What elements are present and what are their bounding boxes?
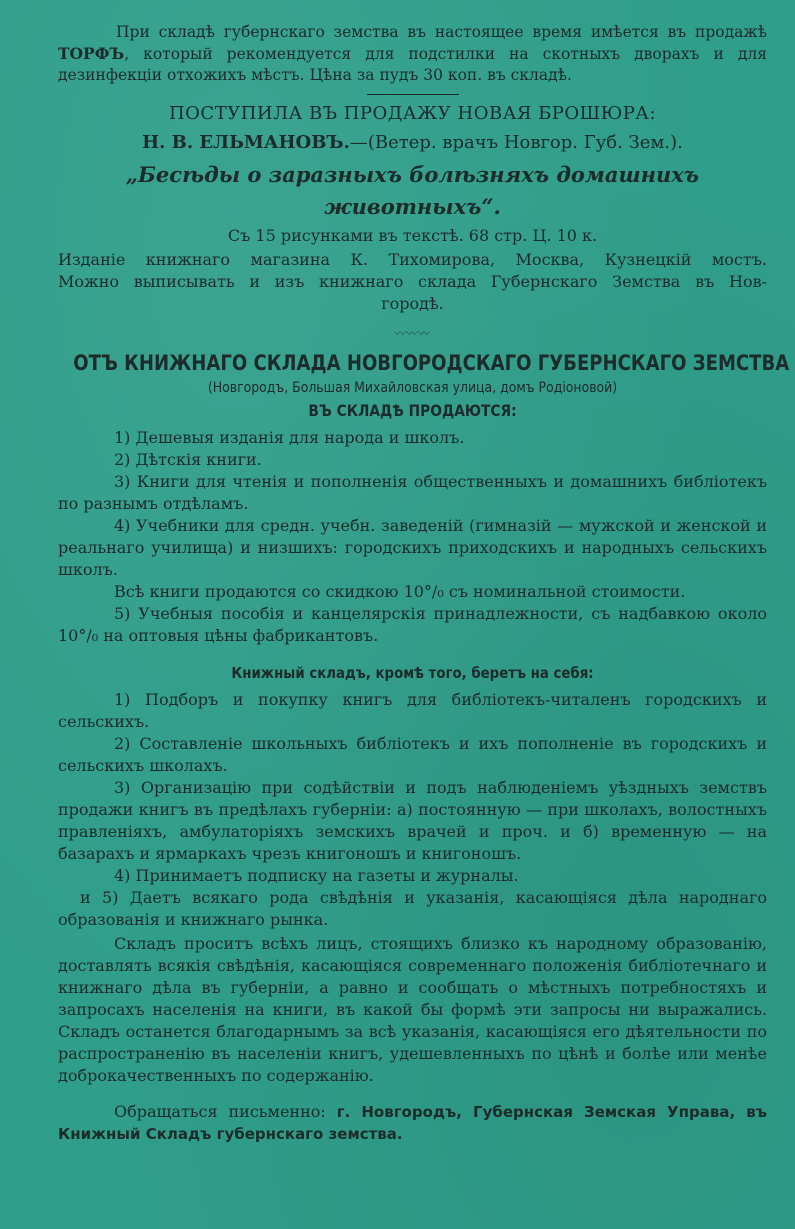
divider [367,94,459,95]
brochure-details: Съ 15 рисунками въ текстѣ. 68 стр. Ц. 10 к. [227,226,598,245]
brochure-author-line [58,129,767,157]
brochure-author-note: —(Ветер. врачъ Новгор. Губ. Зем.). [349,132,683,153]
takes-item-1: 1) Подборъ и покупку книгъ для библіотекъ-читаленъ городскихъ и сельскихъ. [58,690,767,731]
sold-item-2: 2) Дѣтскія книги. [114,450,262,469]
sold-list [58,427,767,647]
takes-item-5: и 5) Даетъ всякаго рода свѣдѣнія и указанія, касающіяся дѣла народнаго образованія и книжнаго рынка. [58,888,767,929]
brochure-publisher-3: городѣ. [381,294,444,313]
takes-item-4: 4) Принимаетъ подписку на газеты и журналы. [114,866,519,885]
request-paragraph: Складъ проситъ всѣхъ лицъ, стоящихъ близко къ народному образованію, доставлять всякія свѣдѣнія, касающіяся современнаго положенія библіотечнаго и книжнаго дѣла въ губерніи, а равно и сообщать о мѣстныхъ потребностяхъ и запросахъ населенія на книги, въ какой бы формѣ эти запросы ни выражались. Складъ останется благодарнымъ за всѣ указанія, касающіяся его дѣятельности по распространенію въ населеніи книгъ, удешевленныхъ по цѣнѣ и болѣе или менѣе доброкачественныхъ по содержанію. [58,934,767,1085]
brochure-title: „Бесѣды о заразныхъ болѣзняхъ домашнихъ животныхъ“. [125,162,700,219]
sold-item-5: 5) Учебныя пособія и канцелярскія принадлежности, съ надбавкою около 10°/₀ на оптовыя цѣны фабрикантовъ. [58,604,767,645]
peat-notice-line2: , который рекомендуется для подстилки на скотныхъ дворахъ и для [124,45,767,63]
sold-item-1: 1) Дешевыя изданія для народа и школъ. [114,428,465,447]
contact-line [58,1101,767,1145]
contact-lead: Обращаться письменно: [114,1102,326,1121]
peat-notice-line1: При складѣ губернскаго земства въ настоящее время имѣется въ продажѣ [116,23,767,41]
takes-list [58,689,767,931]
discount-note: Всѣ книги продаются со скидкою 10°/₀ съ номинальной стоимости. [114,582,686,601]
brochure-publisher-2: Можно выписывать и изъ книжнаго склада Губернскаго Земства въ Нов- [58,272,767,291]
peat-notice [58,22,767,86]
takes-heading: Книжный складъ, кромѣ того, беретъ на себя: [231,664,594,682]
ornament-divider: 〰〰〰 [394,327,431,340]
peat-torf: ТОРФЪ [58,44,125,63]
peat-notice-line3: дезинфекціи отхожихъ мѣстъ. Цѣна за пудъ 30 коп. въ складѣ. [58,66,572,84]
warehouse-title: ОТЪ КНИЖНАГО СКЛАДА НОВГОРОДСКАГО ГУБЕРНСКАГО ЗЕМСТВА [73,351,790,375]
contact-address: г. Новгородъ, Губернская Земская Управа, въ Книжный Складъ губернскаго земства. [58,1103,767,1143]
brochure-heading: ПОСТУПИЛА ВЪ ПРОДАЖУ НОВАЯ БРОШЮРА: [168,103,657,124]
brochure-author: Н. В. ЕЛЬМАНОВЪ. [142,132,350,153]
warehouse-address: (Новгородъ, Большая Михайловская улица, домъ Родіоновой) [207,380,618,396]
sold-item-4: 4) Учебники для средн. учебн. заведеній (гимназій — мужской и женской и реальнаго училища) и низшихъ: городскихъ приходскихъ и народныхъ сельскихъ школъ. [58,516,767,579]
takes-item-3: 3) Организацію при содѣйствіи и подъ наблюденіемъ уѣздныхъ земствъ продажи книгъ въ предѣлахъ губерніи: а) постоянную — при школахъ, волостныхъ правленіяхъ, амбулаторіяхъ земскихъ врачей и проч. и б) временную — на базарахъ и ярмаркахъ чрезъ книгоношъ и книгоношъ. [58,778,767,863]
takes-item-2: 2) Составленіе школьныхъ библіотекъ и ихъ пополненіе въ городскихъ и сельскихъ школахъ. [58,734,767,775]
sold-item-3: 3) Книги для чтенія и пополненія общественныхъ и домашнихъ библіотекъ по разнымъ отдѣламъ. [58,472,767,513]
brochure-publisher-1: Изданіе книжнаго магазина К. Тихомирова, Москва, Кузнецкій мостъ. [58,250,767,269]
sold-heading: ВЪ СКЛАДѢ ПРОДАЮТСЯ: [308,401,517,420]
